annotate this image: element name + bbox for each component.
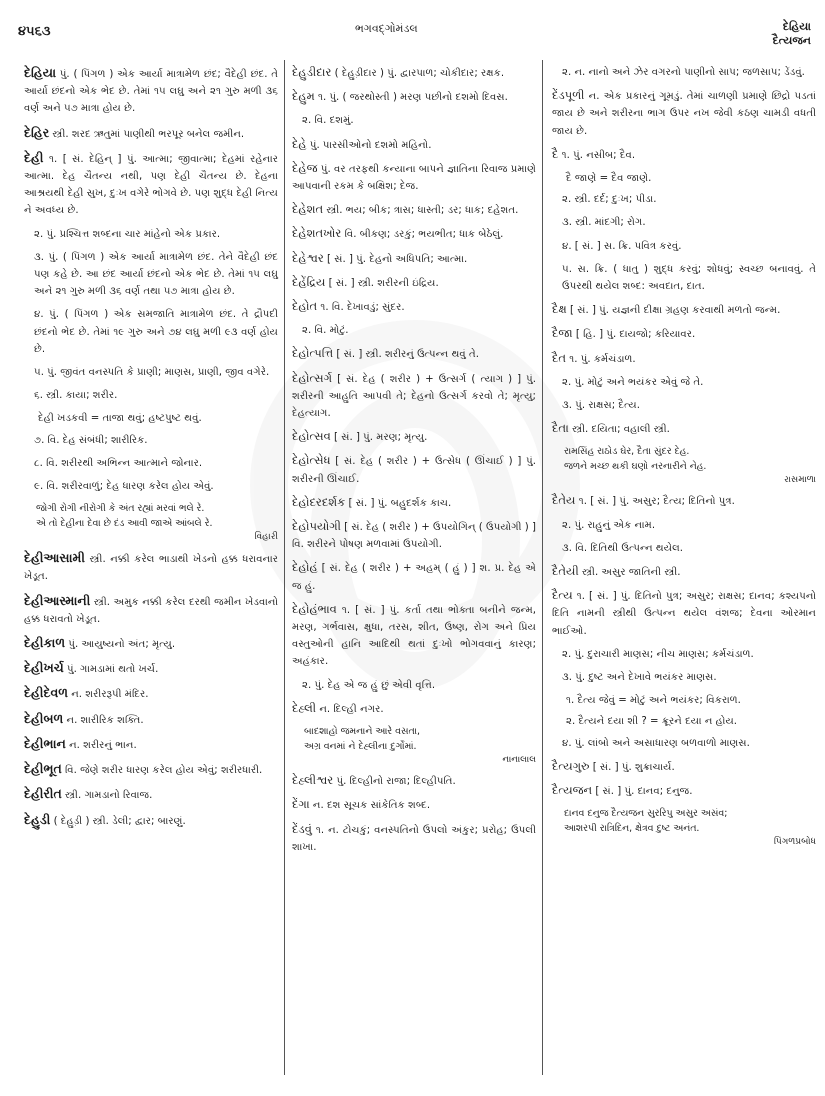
dictionary-entry xyxy=(292,452,536,487)
entry-headword: દેહોહં xyxy=(292,560,318,575)
dictionary-entry xyxy=(552,325,816,343)
verse-source: વિહારી xyxy=(254,532,278,543)
entry-sense: ૨. પું. રાહુનું એક નામ. xyxy=(562,519,656,531)
dictionary-entry xyxy=(292,298,536,316)
entry-headword: દેહિયા xyxy=(24,65,57,80)
entry-headword: દૈ xyxy=(552,146,559,161)
entry-definition: પું. વર તરફથી કન્યાના બાપને જ્ઞાતિના રિવાજ પ્રમાણે આપવાની રકમ કે બક્ષિશ; દેજ. xyxy=(292,163,536,193)
entry-headword: દૈત્યગુરુ xyxy=(552,758,590,773)
entry-definition: સ્ત્રી. ભય; બીક; ત્રાસ; ધાસ્તી; ડર; ધાક; દહેશત. xyxy=(323,205,519,217)
dictionary-entry xyxy=(24,760,278,779)
dictionary-entry xyxy=(24,710,278,729)
entry-headword: દેહ્લી xyxy=(292,700,317,715)
dictionary-entry xyxy=(292,250,536,268)
entry-headword: દેહોત્સેધ xyxy=(292,453,331,468)
entry-definition: ન. શરીરરૂપી મંદિર. xyxy=(67,689,149,701)
dictionary-entry xyxy=(24,735,278,754)
entry-definition: સ્ત્રી. દયિતા; વહાલી સ્ત્રી. xyxy=(568,424,670,436)
dictionary-entry xyxy=(292,700,536,718)
entry-headword: દેહીખર્ચ xyxy=(24,660,64,676)
dictionary-entry xyxy=(292,274,536,292)
dictionary-entry xyxy=(292,494,536,512)
dictionary-entry xyxy=(552,492,816,510)
entry-definition: વિ. જેણે શરીર ધારણ કરેલ હોય એવું; શરીરધારી. xyxy=(61,765,263,777)
entry-headword: દેહુડીદાર xyxy=(292,65,332,79)
entry-definition: પું. આયુષ્યનો અંત; મૃત્યુ. xyxy=(65,639,176,651)
entry-definition: પું. ( પિંગળ ) એક આર્યા માત્રામેળ છંદ; વૈદેહી છંદ. તે આર્યા છંદનો એક ભેદ છે. તેમાં ૧૫ લઘુ અને ૨૧ ગુરુ મળી ૩૬ વર્ણ અને ૫૭ માત્રા હોય છે. xyxy=(24,69,278,115)
column-divider xyxy=(542,60,543,1075)
entry-headword: દૈત xyxy=(552,350,567,365)
verse-line: આશરપી રાત્રિદિન, ક્ષેત્રવ દુષ્ટ અનંત. xyxy=(564,823,700,835)
verse-quotation xyxy=(552,806,816,849)
idiom-example: ૨. દૈત્યને દયા શી ? = ક્રૂરને દયા ન હોય. xyxy=(566,716,738,728)
dictionary-entry xyxy=(552,350,816,368)
dictionary-entry xyxy=(552,420,816,438)
entry-sense: ૩. સ્ત્રી. માંદગી; રોગ. xyxy=(562,217,646,229)
book-title: ભગવદ્ગોમંડલ xyxy=(355,22,418,35)
entry-sense: ૨. વિ. દશમું. xyxy=(302,115,354,127)
entry-definition: [ સં. દેહ ( શરીર ) + ઉપયોગિન્ ( ઉપયોગી ) ] વિ. શરીરને પોષણ મળવામાં ઉપયોગી. xyxy=(292,522,536,551)
dictionary-entry xyxy=(292,796,536,814)
entry-sense: ૩. પું. ( પિંગળ ) એક આર્યા માત્રામેળ છંદ. તેને વૈદેહી છંદ પણ કહે છે. આ છંદ આર્યા છંદનો એક ભેદ છે. તેમાં ૧૫ લઘુ અને ૨૧ ગુરુ મળી ૩૬ વર્ણ તથા ૫૭ માત્રા હોય છે. xyxy=(34,251,278,298)
entry-definition: ૧. [ સં. દેહિન્ ] પું. આત્મા; જીવાત્મા; દેહમાં રહેનાર આત્મા. દેહ ચૈતન્ય નથી, પણ દેહી ચૈતન્ય છે. દેહના આશ્રયથી દેહી સુખ, દુઃખ વગેરે ભોગવે છે. પણ શુદ્ધ દેહી નિત્ય ને અવધ્ય છે. xyxy=(24,153,278,217)
dictionary-entry xyxy=(552,782,816,800)
entry-definition: [ સં. દેહ ( શરીર ) + ઉત્સેધ ( ઊંચાઈ ) ] પું. શરીરની ઊંચાઈ. xyxy=(292,456,536,485)
entry-headword: દૈજા xyxy=(552,326,573,341)
entry-headword: દેહી xyxy=(24,149,44,165)
guide-word-first: દેહિયા xyxy=(782,20,811,33)
verse-quotation xyxy=(552,444,816,487)
dictionary-entry xyxy=(24,811,278,830)
entry-headword: દેહીદેવળ xyxy=(24,685,68,701)
entry-headword: દેહીઆસામી xyxy=(24,550,85,566)
entry-definition: ૧. પું. ( જરથોસ્તી ) મરણ પછીનો દશમો દિવસ. xyxy=(314,92,508,104)
entry-headword: દેંડવું xyxy=(292,821,312,836)
entry-definition: [ સં. ] પું. મરણ; મૃત્યુ. xyxy=(330,432,428,444)
entry-sense: ૨. પું. દેહ એ જ હું છું એવી વૃત્તિ. xyxy=(302,679,436,691)
dictionary-entry xyxy=(552,563,816,581)
entry-definition: પું. ગામડામાં થતો ખર્ચ. xyxy=(63,664,159,676)
column-divider xyxy=(284,60,285,1075)
dictionary-entry xyxy=(292,201,536,219)
entry-headword: દેહીરીત xyxy=(24,786,62,802)
entry-definition: [ સં. ] સ્ત્રી. શરીરનું ઉત્પન્ન થવું તે. xyxy=(333,349,479,361)
entry-headword: દેહેશત xyxy=(292,202,324,217)
entry-headword: દેહીભૂત xyxy=(24,761,62,777)
entry-headword: દૈક્ષ xyxy=(552,302,567,317)
entry-definition: [ સં. ] પું. દાનવ; દનુજ. xyxy=(592,786,693,798)
entry-definition: ન. દશ સૂચક સાંકેતિક શબ્દ. xyxy=(309,800,431,812)
entry-definition: [ હિ. ] પું. દાયજો; કરિયાવર. xyxy=(572,329,696,341)
entry-headword: દેહેશ્વર xyxy=(292,250,324,265)
dictionary-entry xyxy=(292,88,536,106)
entry-sense: ૫. સ. ક્રિ. ( ધાતુ ) શુદ્ધ કરવું; શોધવું; સ્વચ્છ બનાવવું. તે ઉપરથી થયેલ શબ્દ: અવદાત, દાત. xyxy=(562,263,816,293)
entry-headword: દેહુડી xyxy=(24,811,51,827)
entry-sense: ૪. [ સં. ] સ. ક્રિ. પવિત્ર કરવું. xyxy=(562,240,682,252)
entry-definition: [ સં. દેહ ( શરીર ) + ઉત્સર્ગ ( ત્યાગ ) ] પું. શરીરની આહુતિ આપવી તે; દેહનો ઉત્સર્ગ કરવો તે; મૃત્યુ; દેહત્યાગ. xyxy=(292,373,536,420)
dictionary-entry xyxy=(552,587,816,640)
entry-sense: ૨. સ્ત્રી. દર્દ; દુઃખ; પીડા. xyxy=(562,194,657,206)
entry-definition: ( દેહુડ઼ીદાર ) પું. દ્વારપાળ; ચોકીદાર; રક્ષક. xyxy=(331,68,505,79)
entry-headword: દેહોત્સર્ગ xyxy=(292,370,332,385)
verse-line: એ તો દેહીના દેવા છે દંડ આવી જાએ આંબલે રે. xyxy=(36,518,213,530)
entry-headword: દેહુમ xyxy=(292,89,315,104)
entry-headword: દૈત્ય xyxy=(552,588,573,603)
entry-headword: દેહ્લીશ્વર xyxy=(292,773,334,788)
dictionary-entry xyxy=(552,758,816,776)
entry-headword: દેહોપયોગી xyxy=(292,519,341,534)
dictionary-entry xyxy=(292,136,536,154)
dictionary-entry xyxy=(292,772,536,790)
dictionary-entry xyxy=(292,370,536,423)
dictionary-entry xyxy=(24,64,278,118)
entry-definition: સ્ત્રી. ગામડાનો રિવાજ. xyxy=(61,790,153,802)
entry-headword: દેહીબળ xyxy=(24,710,64,726)
entry-definition: ૧. [ સં. ] પું. અસુર; દૈત્ય; દિતિનો પુત્ર. xyxy=(575,496,735,508)
entry-definition: ૧. પું. કર્મચંડાળ. xyxy=(566,353,636,365)
column-1 xyxy=(24,64,278,836)
entry-definition: ૧. [ સં. ] પું. દિતિનો પુત્ર; અસુર; રાક્ષસ; દાનવ; કશ્યપનો દિતિ નામની સ્ત્રીથી ઉત્પન્ન થયેલ વંશજ; દેવના ઓરમાન ભાઈઓ. xyxy=(552,591,816,637)
verse-line: જોગી રોગી નીરોગી કે અંત રહ્યાં મરવાં ભલે રે. xyxy=(36,503,205,515)
idiom-example: દૈ જાણે = દૈવ જાણે. xyxy=(566,173,652,185)
verse-source: પિંગળપ્રબોધ xyxy=(773,837,816,848)
entry-sense: ૩. વિ. દિતિથી ઉત્પન્ન થયેલ. xyxy=(562,542,684,554)
entry-definition: [ સં. ] પું. બહુદર્શક કાચ. xyxy=(345,497,452,509)
entry-definition: ન. શારીરિક શક્તિ. xyxy=(63,714,144,726)
entry-definition: પું. પારસીઓનો દશમો મહિનો. xyxy=(306,139,432,151)
dictionary-entry xyxy=(292,225,536,243)
entry-sense: ૬. સ્ત્રી. કાયા; શરીર. xyxy=(34,390,118,402)
entry-sense: ૨. પું. દુરાચારી માણસ; નીચ માણસ; કર્મચંડાળ. xyxy=(562,648,754,660)
idiom-example: દેહી ખડકવી = તાજા થવું; હષ્ટપુષ્ટ થવું. xyxy=(38,413,202,425)
entry-definition: [ સં. ] પું. શુક્રાચાર્ય. xyxy=(589,761,675,773)
entry-headword: દેહેજ xyxy=(292,160,318,175)
dictionary-entry xyxy=(292,559,536,594)
entry-definition: ૧. ન. ટોચકું; વનસ્પતિનો ઉપલો અંકુર; પ્રરોહ; ઉપલી શાખા. xyxy=(292,824,536,853)
verse-line: રામસિંહ રાઠોડ ઘેર, દૈતા સુંદર દેહ. xyxy=(564,446,690,458)
verse-line: દાનવ દનુજ દૈત્યજન સુરરિપુ અસુર અસંવ; xyxy=(564,808,728,820)
entry-headword: દેહોત્સવ xyxy=(292,429,331,444)
page-number: ૪૫૬૩ xyxy=(18,24,51,39)
entry-definition: વિ. બીકણ; ડરકું; ભયભીત; ધાક બેઠેલું. xyxy=(341,229,504,241)
verse-source: નાનાલાલ xyxy=(502,755,536,766)
entry-headword: દેહીકાળ xyxy=(24,635,66,651)
entry-definition: સ્ત્રી. શરદ ઋતુમાં પાણીથી ભરપૂર બનેલ જમીન. xyxy=(49,128,245,140)
dictionary-entry xyxy=(292,518,536,553)
entry-headword: દેહીઆસ્માની xyxy=(24,592,91,608)
column-3 xyxy=(552,64,816,854)
entry-sense: ૮. વિ. શરીરથી અભિન્ન આત્માને જોનાર. xyxy=(34,457,203,469)
dictionary-entry xyxy=(552,301,816,319)
dictionary-entry xyxy=(24,634,278,653)
entry-headword: દેહેશતખોર xyxy=(292,226,342,241)
entry-sense: ૭. વિ. દેહ સંબંધી; શારીરિક. xyxy=(34,434,148,446)
entry-sense: ૨. પું. પ્રશ્ચિત્ત શબ્દના ચાર માંહેનો એક પ્રકાર. xyxy=(34,228,221,240)
verse-line: બાદશાહો જમનાને આરે વસતા, xyxy=(304,726,420,738)
entry-definition: ન. દિલ્હી નગર. xyxy=(316,703,384,715)
dictionary-entry xyxy=(24,549,278,585)
entry-sense: ૩. પું. દુષ્ટ અને દેખાવે ભયંકર માણસ. xyxy=(562,672,717,684)
dictionary-entry xyxy=(552,87,816,140)
entry-headword: દેહોદરદર્શક xyxy=(292,494,346,509)
entry-headword: દેંડપૂળી xyxy=(552,88,585,103)
entry-headword: દેંગા xyxy=(292,797,310,812)
entry-definition: સ્ત્રી. નક્કી કરેલ ભાડાથી ખેડનો હક્ક ધરાવનાર ખેડૂત. xyxy=(24,554,278,583)
entry-headword: દૈત્યજન xyxy=(552,783,593,798)
entry-headword: દેહોહંભાવ xyxy=(292,601,337,616)
entry-headword: દેહે xyxy=(292,136,307,151)
entry-headword: દૈતેયી xyxy=(552,564,579,579)
entry-headword: દેહિર xyxy=(24,124,50,140)
entry-definition: ન. શરીરનું ભાન. xyxy=(65,739,137,751)
entry-sense: ૨. વિ. મોટું. xyxy=(302,325,349,337)
dictionary-entry xyxy=(292,345,536,363)
entry-sense: ૫. પું. જીવંત વનસ્પતિ કે પ્રાણી; માણસ, પ્રાણી, જીવ વગેરે. xyxy=(34,367,270,379)
entry-definition: પું. દિલ્હીનો રાજા; દિલ્હીપતિ. xyxy=(333,776,456,788)
entry-sense: ૨. ન. નાનો અને ઝેર વગરનો પાણીનો સાપ; જળસાપ; ડેંડવું. xyxy=(562,67,805,78)
entry-sense: ૪. પું. ( પિંગળ ) એક સમજાતિ માત્રામેળ છંદ. તે દ્રૌપદી છંદનો ભેદ છે. તેમાં ૧૯ ગુરુ અને ૭૪ લઘુ મળી ૯૩ વર્ણ હોય છે. xyxy=(34,309,278,355)
verse-quotation xyxy=(292,724,536,767)
entry-definition: ન. એક પ્રકારનું ગૂમડું. તેમાં ચાળણી પ્રમાણે છિદ્રો પડતાં જાય છે અને શરીરના ભાગ ઉપર નખ જેવી કઠણ ચામડી વધતી જાય છે. xyxy=(552,91,816,137)
dictionary-entry xyxy=(292,160,536,195)
verse-line: અગ્ર વનમાં ને દેહ્લીના દુર્ગોમાં. xyxy=(304,741,417,753)
dictionary-entry xyxy=(292,601,536,671)
entry-definition: ૧. [ સં. ] પું. કર્તા તથા ભોક્તા બનીને જન્મ, મરણ, ગર્ભવાસ, ક્ષુધા, તરસ, શીત, ઉષ્ણ, રોગ અને પ્રિય વસ્તુઓની હાનિ આદિથી થતાં દુઃખો ભોગવવાનું કારણ; અહંકાર. xyxy=(292,604,536,668)
dictionary-entry xyxy=(24,124,278,143)
dictionary-entry xyxy=(24,149,278,220)
idiom-example: ૧. દૈત્ય જેવું = મોટું અને ભયંકર; વિકરાળ. xyxy=(566,695,741,707)
entry-definition: સ્ત્રી. અમુક નક્કી કરેલ દરથી જમીન ખેડવાનો હક્ક ધરાવતો ખેડૂત. xyxy=(24,596,278,625)
verse-quotation xyxy=(24,501,278,544)
entry-definition: [ સં. દેહ ( શરીર ) + અહમ્ ( હું ) ] શ. પ્ર. દેહ એ જ હું. xyxy=(292,563,536,592)
entry-sense: ૪. પું. લાંબો અને અસાધારણ બળવાળો માણસ. xyxy=(562,737,750,749)
entry-definition: ( દેહુડ઼ી ) સ્ત્રી. ડેલી; દ્વાર; બારણું. xyxy=(50,815,186,827)
entry-headword: દૈતા xyxy=(552,421,569,436)
entry-headword: દેહોત xyxy=(292,299,318,314)
entry-headword: દૈતેય xyxy=(552,493,576,508)
dictionary-entry xyxy=(292,428,536,446)
guide-word-last: દૈત્યજન xyxy=(772,34,811,47)
column-2 xyxy=(292,64,536,862)
entry-headword: દેહેંદ્રિય xyxy=(292,274,326,289)
dictionary-entry xyxy=(24,659,278,678)
dictionary-entry xyxy=(552,146,816,164)
entry-headword: દેહોત્પત્તિ xyxy=(292,346,334,361)
entry-definition: ૧. વિ. દેખાવડું; સુંદર. xyxy=(317,302,405,314)
dictionary-entry xyxy=(24,592,278,628)
entry-sense: ૩. પું. રાક્ષસ; દૈત્ય. xyxy=(562,400,640,412)
entry-headword: દેહીભાન xyxy=(24,735,66,751)
entry-sense: ૨. પું. મોટું અને ભયંકર એવું જે તે. xyxy=(562,376,704,388)
dictionary-entry xyxy=(24,684,278,703)
verse-source: રાસમાળા xyxy=(784,475,816,486)
guide-words xyxy=(773,20,811,48)
entry-definition: સ્ત્રી. અસુર જાતિની સ્ત્રી. xyxy=(578,567,681,579)
dictionary-entry xyxy=(292,64,536,82)
entry-sense: ૯. વિ. શરીરવાળું; દેહ ધારણ કરેલ હોય એવું. xyxy=(34,481,214,493)
entry-definition: [ સં. ] પું. દેહનો અધિપતિ; આત્મા. xyxy=(323,253,468,265)
entry-definition: [ સં. ] પું. યજ્ઞની દીક્ષા ગ્રહણ કરવાથી મળતો જન્મ. xyxy=(566,305,781,317)
dictionary-entry xyxy=(24,785,278,804)
dictionary-entry xyxy=(292,821,536,856)
verse-line: જળને મચ્છ થકી ઘણો નરનારીને નેહ. xyxy=(564,461,707,473)
entry-definition: ૧. પું. નસીબ; દૈવ. xyxy=(558,149,636,161)
entry-definition: [ સં. ] સ્ત્રી. શરીરની ઇંદ્રિય. xyxy=(325,277,439,289)
